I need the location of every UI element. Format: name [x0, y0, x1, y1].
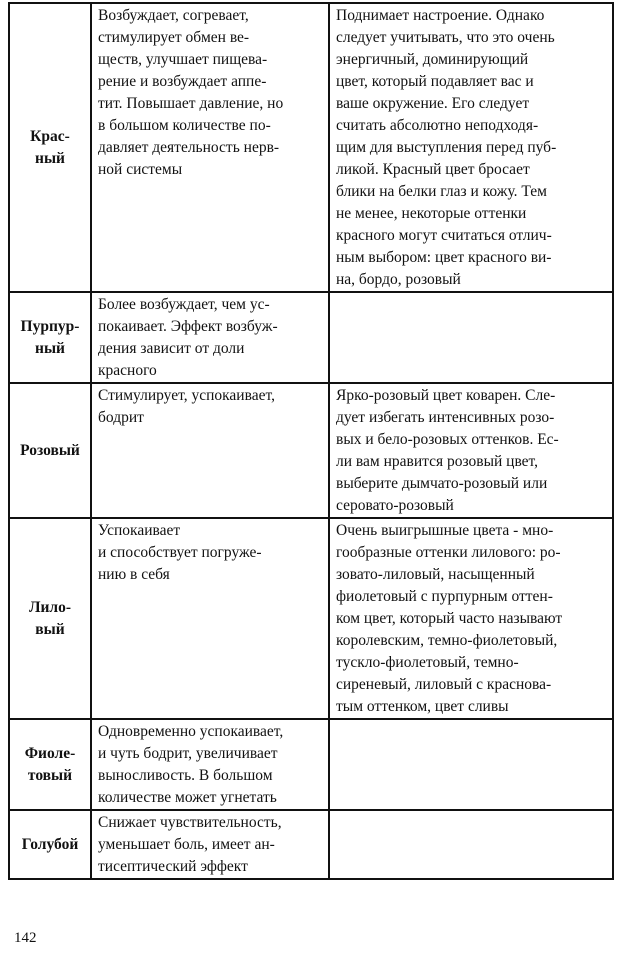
effect-cell: Возбуждает, согревает, стимулирует обмен ве- ществ, улучшает пищева- рение и возбуждает аппе- тит. Повышает давление, но в большом количестве по- давляет деятельность нерв- ной системы [91, 3, 329, 292]
advice-cell [329, 810, 613, 879]
table-row-violet [9, 719, 613, 810]
effect-cell: Одновременно успокаивает, и чуть бодрит, увеличивает выносливость. В большом количестве может угнетать [91, 719, 329, 810]
table-row-red [9, 3, 613, 292]
color-effects-table [8, 2, 614, 880]
advice-cell: Очень выигрышные цвета - мно- гообразные оттенки лилового: ро- зовато-лиловый, насыщенный фиолетовый с пурпурным оттен- ком цвет, который часто называют королевским, темно-фиолетовый, тускло-фиолетовый, темно- сиреневый, лиловый с краснова- тым оттенком, цвет сливы [329, 518, 613, 719]
effect-cell: Стимулирует, успокаивает, бодрит [91, 383, 329, 518]
table-row-light-blue [9, 810, 613, 879]
table-row-purple [9, 292, 613, 383]
effect-cell: Снижает чувствительность, уменьшает боль, имеет ан- тисептический эффект [91, 810, 329, 879]
color-name-cell: Фиоле- товый [9, 719, 91, 810]
advice-cell: Ярко-розовый цвет коварен. Сле- дует избегать интенсивных розо- вых и бело-розовых оттенков. Ес- ли вам нравится розовый цвет, выберите дымчато-розовый или серовато-розовый [329, 383, 613, 518]
table-row-lilac [9, 518, 613, 719]
table-row-pink [9, 383, 613, 518]
advice-cell [329, 292, 613, 383]
color-name-cell: Голубой [9, 810, 91, 879]
color-name-cell: Лило- вый [9, 518, 91, 719]
color-name-cell: Крас- ный [9, 3, 91, 292]
page-number: 142 [14, 930, 37, 946]
color-name-cell: Розовый [9, 383, 91, 518]
advice-cell [329, 719, 613, 810]
color-name-cell: Пурпур- ный [9, 292, 91, 383]
effect-cell: Более возбуждает, чем ус- покаивает. Эффект возбуж- дения зависит от доли красного [91, 292, 329, 383]
effect-cell: Успокаивает и способствует погруже- нию в себя [91, 518, 329, 719]
advice-cell: Поднимает настроение. Однако следует учитывать, что это очень энергичный, доминирующий цвет, который подавляет вас и ваше окружение. Его следует считать абсолютно неподходя- щим для выступления перед пуб- ликой. Красный цвет бросает блики на белки глаз и кожу. Тем не менее, некоторые оттенки красного могут считаться отлич- ным выбором: цвет красного ви- на, бордо, розовый [329, 3, 613, 292]
